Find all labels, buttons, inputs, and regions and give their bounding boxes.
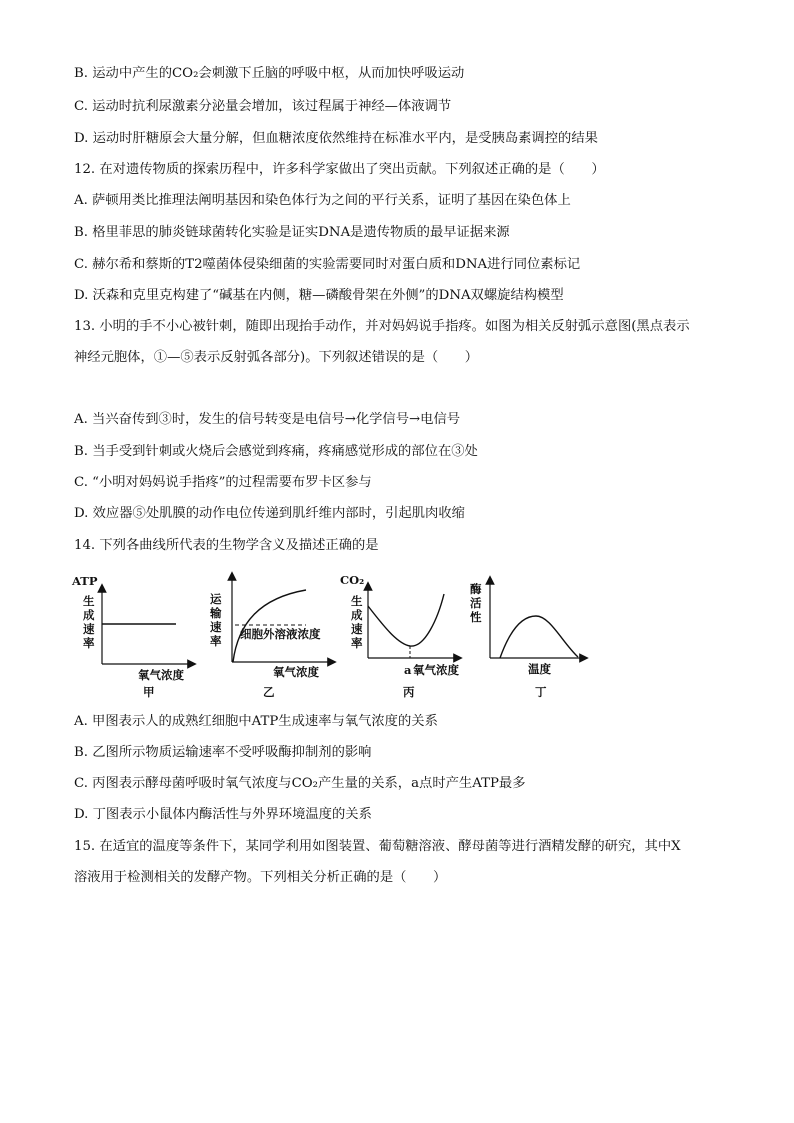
graph-jia-name: 甲 [143,685,155,699]
line-12b: B. 格里菲思的肺炎链球菌转化实验是证实DNA是遗传物质的最早证据来源 [74,225,510,240]
graph-yi-name: 乙 [263,685,275,699]
graph-ding-curve [500,616,578,658]
graph-bing-y-label-3: 速 [351,622,363,636]
line-11c: C. 运动时抗利尿激素分泌量会增加，该过程属于神经—体液调节 [74,99,452,114]
graph-bing-y-label-4: 率 [351,636,363,650]
question-13-cont: 神经元胞体，①—⑤表示反射弧各部分)。下列叙述错误的是（ ） [74,350,479,365]
line-14d: D. 丁图表示小鼠体内酶活性与外界环境温度的关系 [74,807,372,822]
graph-yi-y-label-4: 率 [210,634,222,648]
graph-yi-note: 细胞外溶液浓度 [240,627,321,641]
line-12d: D. 沃森和克里克构建了“碱基在内侧，糖—磷酸骨架在外侧”的DNA双螺旋结构模型 [74,288,564,303]
question-15-cont: 溶液用于检测相关的发酵产物。下列相关分析正确的是（ ） [74,870,447,885]
graph-bing-curve [368,594,444,646]
line-13d: D. 效应器⑤处肌膜的动作电位传递到肌纤维内部时，引起肌肉收缩 [74,506,465,521]
graph-ding-x-label: 温度 [528,662,551,676]
graph-yi-y-label-2: 输 [210,606,222,620]
line-14c: C. 丙图表示酵母菌呼吸时氧气浓度与CO₂产生量的关系，a点时产生ATP最多 [74,776,526,791]
graph-bing [340,573,459,699]
graph-bing-y-label-1: 生 [351,594,363,608]
question-13: 13. 小明的手不小心被针刺，随即出现抬手动作，并对妈妈说手指疼。如图为相关反射弧示意图(黑点表示 [74,319,690,334]
graph-ding-name: 丁 [535,685,547,699]
graph-bing-y-top: CO₂ [340,573,365,587]
graph-jia-y-label-4: 率 [83,636,95,650]
graph-jia-y-label-3: 速 [83,622,95,636]
line-11b: B. 运动中产生的CO₂会刺激下丘脑的呼吸中枢，从而加快呼吸运动 [74,66,465,81]
graph-jia-y-label-1: 生 [83,594,95,608]
line-13b: B. 当手受到针刺或火烧后会感觉到疼痛，疼痛感觉形成的部位在③处 [74,444,478,459]
line-14b: B. 乙图所示物质运输速率不受呼吸酶抑制剂的影响 [74,745,372,760]
line-12c: C. 赫尔希和蔡斯的T2噬菌体侵染细菌的实验需要同时对蛋白质和DNA进行同位素标记 [74,257,581,272]
line-13a: A. 当兴奋传到③时，发生的信号转变是电信号→化学信号→电信号 [74,412,461,427]
line-14a: A. 甲图表示人的成熟红细胞中ATP生成速率与氧气浓度的关系 [74,714,438,729]
graph-yi-y-label-3: 速 [210,620,222,634]
question-12: 12. 在对遗传物质的探索历程中，许多科学家做出了突出贡献。下列叙述正确的是（ ） [74,162,605,177]
graph-bing-name: 丙 [403,685,415,699]
graph-jia-x-label: 氧气浓度 [138,668,184,682]
graph-bing-x-label: 氧气浓度 [413,663,459,677]
graph-yi-curve [233,590,306,662]
question-14: 14. 下列各曲线所代表的生物学含义及描述正确的是 [74,538,379,553]
line-11d: D. 运动时肝糖原会大量分解，但血糖浓度依然维持在标准水平内，是受胰岛素调控的结果 [74,131,598,146]
graph-jia-y-top: ATP [72,574,98,588]
graph-jia [71,574,192,699]
graph-ding [470,580,584,699]
graph-ding-y-label-2: 活 [470,596,482,610]
question-14-figure [70,568,590,704]
graph-ding-y-label-3: 性 [470,610,482,624]
graph-yi-x-label: 氧气浓度 [273,665,319,679]
graph-yi-y-label-1: 运 [210,592,222,606]
graph-yi [209,576,332,699]
graph-bing-point-label: a [404,663,412,677]
graph-jia-y-label-2: 成 [83,608,95,622]
line-12a: A. 萨顿用类比推理法阐明基因和染色体行为之间的平行关系，证明了基因在染色体上 [74,193,571,208]
line-13c: C. “小明对妈妈说手指疼”的过程需要布罗卡区参与 [74,475,372,490]
graph-ding-y-label-1: 酶 [470,582,482,596]
graph-bing-y-label-2: 成 [351,608,363,622]
question-15: 15. 在适宜的温度等条件下，某同学利用如图装置、葡萄糖溶液、酵母菌等进行酒精发酵的研究，其中X [74,839,681,854]
